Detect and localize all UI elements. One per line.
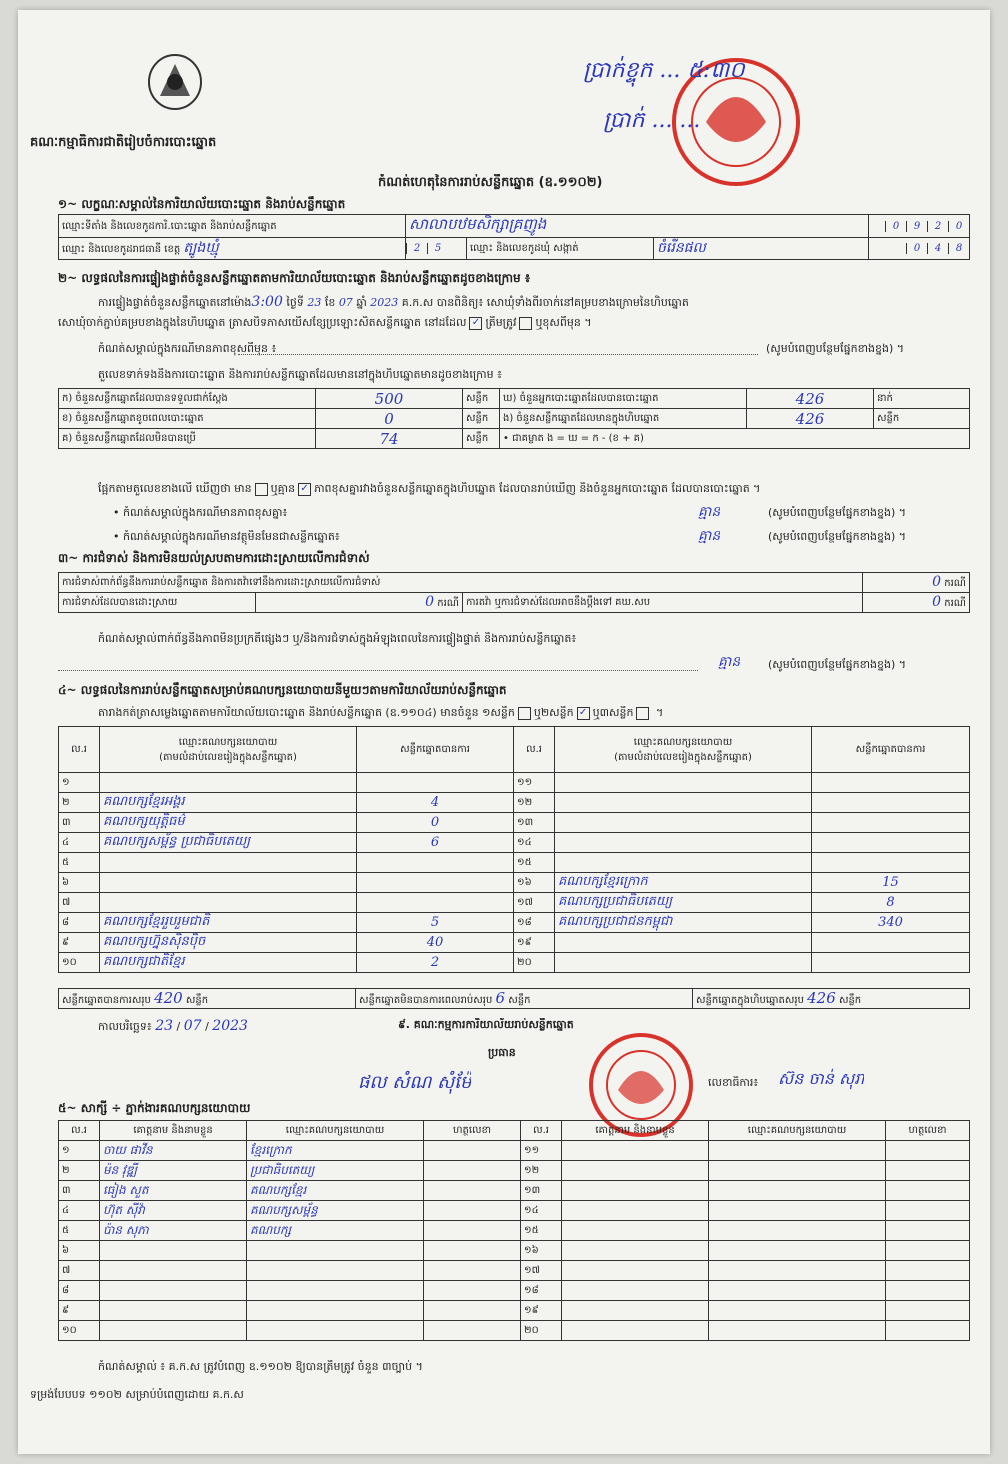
valid-total: សន្លឹកឆ្នោតបានការសរុប 420 សន្លឹក bbox=[59, 989, 356, 1009]
witness-name: ហ៊ុត ស៊ីវ៉ា bbox=[100, 1201, 247, 1221]
party-name bbox=[555, 953, 812, 973]
figures-intro: តួលេខទាក់ទងនឹងការបោះឆ្នោត និងការរាប់សន្លឹកឆ្នោតដែលមាននៅក្នុងហិបឆ្នោតមានដូចខាងក្រោម ៖ bbox=[98, 368, 502, 381]
table-row bbox=[59, 1201, 970, 1221]
witness-number: ៦ bbox=[59, 1241, 100, 1261]
secretary-label: លេខាធិការ៖ bbox=[708, 1076, 759, 1089]
witness-signature bbox=[886, 1201, 970, 1221]
witness-signature bbox=[424, 1201, 521, 1221]
party-votes: 6 bbox=[357, 833, 514, 853]
figures-row: ខ) ចំនួនសន្លឹកឆ្នោតខូចពេលបោះឆ្នោត 0 សន្លឹក ង) ចំនួនសន្លឹកឆ្នោតដែលមានក្នុងហិបឆ្នោត 426 សន្លឹក bbox=[59, 409, 970, 429]
witness-number: ១៣ bbox=[521, 1181, 562, 1201]
party-name bbox=[555, 773, 812, 793]
witness-party bbox=[709, 1161, 886, 1181]
commune-label: ឈ្មោះ និងលេខកូដឃុំ សង្កាត់ bbox=[467, 238, 654, 260]
party-number: ១៩ bbox=[514, 933, 555, 953]
table-row bbox=[59, 933, 970, 953]
witness-name bbox=[562, 1281, 709, 1301]
witness-signature bbox=[424, 1181, 521, 1201]
witness-number: ២០ bbox=[521, 1321, 562, 1341]
correct-checkbox[interactable]: ✓ bbox=[469, 317, 482, 330]
witness-number: ១១ bbox=[521, 1141, 562, 1161]
party-col-header: ឈ្មោះគណបក្សនយោបាយ (តាមលំដាប់លេខរៀងក្នុងសន្លឹកឆ្នោត) bbox=[555, 727, 812, 773]
other-note-value: គ្មាន bbox=[698, 528, 721, 544]
section3-title: ៣~ ការជំទាស់ និងការមិនយល់ស្របតាមការដោះស្រាយលើការជំទាស់ bbox=[58, 551, 370, 565]
witness-name bbox=[100, 1241, 247, 1261]
witness-party bbox=[709, 1181, 886, 1201]
witness-party bbox=[709, 1221, 886, 1241]
witness-number: ៨ bbox=[59, 1281, 100, 1301]
spoiled-count: 0 bbox=[316, 409, 463, 429]
table-row bbox=[59, 893, 970, 913]
seal-line: សោឃុំចាក់ភ្ជាប់គម្របខាងក្នុងនៃហិបឆ្នោត ត្រាសបិទភាសយើសខ្សែប្រឡោះសិតសន្លឹកឆ្នោត នៅដដែល ✓ ត្រឹមត្រូវ ឬខុសពីមុន ។ bbox=[58, 316, 592, 329]
party-votes: 340 bbox=[812, 913, 970, 933]
table-row bbox=[59, 1141, 970, 1161]
table-row bbox=[59, 1281, 970, 1301]
party-votes bbox=[812, 813, 970, 833]
table-row bbox=[59, 853, 970, 873]
two-sheet-checkbox[interactable]: ✓ bbox=[577, 707, 590, 720]
section1-title: ១~ លក្ខណៈសម្គាល់នៃការិយាល័យបោះឆ្នោត និងរាប់សន្លឹកឆ្នោត bbox=[58, 197, 346, 211]
witness-name bbox=[562, 1241, 709, 1261]
appeal-count: 0 ករណី bbox=[863, 593, 970, 613]
witness-signature bbox=[424, 1161, 521, 1181]
figures-row: ក) ចំនួនសន្លឹកឆ្នោតដែលបានទទួលជាក់ស្តែង 500 សន្លឹក ឃ) ចំនួនអ្នកបោះឆ្នោតដែលបានបោះឆ្នោត 426 នាក់ bbox=[59, 389, 970, 409]
witness-name: ម៉ន វុឌ្ឍី bbox=[100, 1161, 247, 1181]
witness-signature bbox=[424, 1261, 521, 1281]
witness-party bbox=[709, 1281, 886, 1301]
commune-value: ចំរើនផល bbox=[654, 238, 869, 260]
party-votes: 4 bbox=[357, 793, 514, 813]
complaints-count: 0 ករណី bbox=[863, 573, 970, 593]
table-row bbox=[59, 813, 970, 833]
witness-signature bbox=[886, 1241, 970, 1261]
witness-number: ១២ bbox=[521, 1161, 562, 1181]
witness-party bbox=[247, 1241, 424, 1261]
witness-name bbox=[562, 1221, 709, 1241]
witness-number: ១៧ bbox=[521, 1261, 562, 1281]
witness-signature bbox=[886, 1261, 970, 1281]
party-votes bbox=[812, 933, 970, 953]
table-row bbox=[59, 1161, 970, 1181]
invalid-total: សន្លឹកឆ្នោតមិនបានការពេលរាប់សរុប 6 សន្លឹក bbox=[356, 989, 693, 1009]
box-total: សន្លឹកឆ្នោតក្នុងហិបឆ្នោតសរុប 426 សន្លឹក bbox=[693, 989, 970, 1009]
section4-title: ៤~ លទ្ធផលនៃការរាប់សន្លឹកឆ្នោតសម្រាប់គណបក្សនយោបាយនីមួយៗតាមការិយាល័យរាប់សន្លឹកឆ្នោត bbox=[58, 683, 507, 697]
resolved-label: ការជំទាស់ដែលបានដោះស្រាយ bbox=[59, 593, 256, 613]
diff-note-value: គ្មាន bbox=[698, 504, 721, 520]
party-votes bbox=[812, 853, 970, 873]
party-votes: 15 bbox=[812, 873, 970, 893]
complaints-label: ការជំទាស់ពាក់ព័ន្ធនឹងការរាប់សន្លឹកឆ្នោត និងការតវ៉ាទៅនឹងការដោះស្រាយលើការជំទាស់ bbox=[59, 573, 863, 593]
party-name bbox=[100, 853, 357, 873]
witness-number: ៩ bbox=[59, 1301, 100, 1321]
party-number: ២ bbox=[59, 793, 100, 813]
witness-party bbox=[709, 1241, 886, 1261]
witness-signature bbox=[424, 1221, 521, 1241]
party-votes bbox=[357, 853, 514, 873]
party-name: គណបក្សជាតិខ្មែរ bbox=[100, 953, 357, 973]
party-votes bbox=[812, 773, 970, 793]
footer-note: កំណត់សម្គាល់ ៖ គ.ក.ស ត្រូវបំពេញ ឧ.១១០២ ឱ្យបានត្រឹមត្រូវ ចំនួន ៣ច្បាប់ ។ bbox=[98, 1360, 423, 1373]
witness-number: ៣ bbox=[59, 1181, 100, 1201]
party-number: ១៧ bbox=[514, 893, 555, 913]
witness-party bbox=[709, 1141, 886, 1161]
incorrect-checkbox[interactable] bbox=[519, 317, 532, 330]
party-number: ១៣ bbox=[514, 813, 555, 833]
province-label: ឈ្មោះ និងលេខកូដរាជធានី ខេត្ត ត្បូងឃ្មុំ bbox=[59, 238, 406, 260]
witness-number: ៧ bbox=[59, 1261, 100, 1281]
party-votes: 2 bbox=[357, 953, 514, 973]
figures-table bbox=[58, 388, 970, 449]
irregularity-line bbox=[58, 658, 698, 671]
witness-name bbox=[562, 1201, 709, 1221]
stamp-note-2: ប្រាក់ ... ... bbox=[603, 108, 701, 133]
witness-name: ចាយ ផាវីន bbox=[100, 1141, 247, 1161]
witness-signature bbox=[886, 1281, 970, 1301]
witness-party: ខ្មែរក្រោក bbox=[247, 1141, 424, 1161]
party-name: គណបក្សខ្មែររួបរួមជាតិ bbox=[100, 913, 357, 933]
table-row bbox=[59, 913, 970, 933]
voters-count: 426 bbox=[747, 389, 874, 409]
totals-table bbox=[58, 988, 970, 1009]
witness-signature bbox=[424, 1301, 521, 1321]
party-name: គណបក្សហ្វ៊ុនស៊ិនប៉ិច bbox=[100, 933, 357, 953]
party-number: ១៥ bbox=[514, 853, 555, 873]
unused-count: 74 bbox=[316, 429, 463, 449]
party-votes bbox=[357, 873, 514, 893]
party-name: គណបក្សប្រជាធិបតេយ្យ bbox=[555, 893, 812, 913]
secretary-signature: ស៊ន ចាន់ សុរា bbox=[778, 1069, 865, 1088]
witness-party bbox=[709, 1261, 886, 1281]
witness-name bbox=[100, 1301, 247, 1321]
resolved-count: 0 ករណី bbox=[256, 593, 463, 613]
party-name bbox=[555, 833, 812, 853]
witness-party: ប្រជាធិបតេយ្យ bbox=[247, 1161, 424, 1181]
complaints-table bbox=[58, 572, 970, 613]
witness-name: ប៉ាន សុភា bbox=[100, 1221, 247, 1241]
tally-sheets-line: តារាងកត់ត្រាសម្លេងឆ្នោតតាមការិយាល័យបោះឆ្នោត និងរាប់សន្លឹកឆ្នោត (ឧ.១១០៤) មានចំនួន ១សន្លឹក ឬ២សន្លឹក ✓ ឬ៣សន្លឹក ។ bbox=[98, 706, 664, 719]
table-row bbox=[59, 1221, 970, 1241]
party-number: ៨ bbox=[59, 913, 100, 933]
ballot-box-count: 426 bbox=[747, 409, 874, 429]
figures-row: គ) ចំនួនសន្លឹកឆ្នោតដែលមិនបានប្រើ 74 សន្លឹក • ជាគម្លាត ង = ឃ = ក - (ខ + គ) bbox=[59, 429, 970, 449]
table-row bbox=[59, 833, 970, 853]
table-row bbox=[59, 1181, 970, 1201]
witness-number: ២ bbox=[59, 1161, 100, 1181]
witness-name bbox=[562, 1161, 709, 1181]
party-number: ៩ bbox=[59, 933, 100, 953]
party-number: ១២ bbox=[514, 793, 555, 813]
witness-party bbox=[709, 1201, 886, 1221]
change-note-line bbox=[238, 342, 758, 355]
party-votes bbox=[812, 793, 970, 813]
party-number: ១៤ bbox=[514, 833, 555, 853]
other-note-hint: (សូមបំពេញបន្ថែមផ្នែកខាងខ្នង) ។ bbox=[768, 530, 907, 543]
irregularity-note: កំណត់សម្គាល់ពាក់ព័ន្ធនឹងភាពមិនប្រក្រតីផ្សេងៗ ឬ/និងការជំទាស់ក្នុងអំឡុងពេលនៃការផ្ទៀងផ្ទាត់ និងការរាប់សន្លឹកឆ្នោត៖ bbox=[98, 632, 577, 645]
table-row bbox=[59, 1261, 970, 1281]
table-row bbox=[59, 793, 970, 813]
place-label: ឈ្មោះទីតាំង និងលេខកូដការិ.បោះឆ្នោត និងរាប់សន្លឹកឆ្នោត bbox=[59, 215, 406, 238]
witness-number: ១៤ bbox=[521, 1201, 562, 1221]
party-votes: 40 bbox=[357, 933, 514, 953]
party-number: ១ bbox=[59, 773, 100, 793]
party-votes bbox=[812, 833, 970, 853]
witness-party bbox=[247, 1281, 424, 1301]
form-footer: ទម្រង់បែបបទ ១១០២ សម្រាប់បំពេញដោយ គ.ក.ស bbox=[30, 1388, 244, 1401]
no-diff-checkbox[interactable]: ✓ bbox=[298, 483, 311, 496]
witness-name bbox=[562, 1321, 709, 1341]
section2-title: ២~ លទ្ធផលនៃការផ្ទៀងផ្ទាត់ចំនួនសន្លឹកឆ្នោតតាមការិយាល័យបោះឆ្នោត និងរាប់សន្លឹកឆ្នោតដូចខាងក្រោម ៖ bbox=[58, 271, 531, 285]
three-sheet-checkbox[interactable] bbox=[636, 707, 649, 720]
form-sheet bbox=[18, 10, 990, 1454]
verification-line: ការផ្ទៀងផ្ទាត់ចំនួនសន្លឹកឆ្នោតនៅម៉ោង3:00 ថ្ងៃទី 23 ខែ 07 ឆ្នាំ 2023 គ.ក.ស បានពិនិត្យ៖ សោឃុំទាំងពីរចាក់នៅគម្របខាងក្រោមនៃហិបឆ្នោត bbox=[98, 294, 689, 310]
party-number: ១០ bbox=[59, 953, 100, 973]
date-line: កាលបរិច្ឆេទ៖ 23 / 07 / 2023 bbox=[98, 1018, 248, 1034]
witness-name: ធៀង សួត bbox=[100, 1181, 247, 1201]
commune-code: 0 4 8 bbox=[869, 238, 970, 260]
party-name bbox=[100, 873, 357, 893]
party-votes bbox=[357, 893, 514, 913]
witness-number: ៥ bbox=[59, 1221, 100, 1241]
party-name: គណបក្សសម្ព័ន្ធ ប្រជាធិបតេយ្យ bbox=[100, 833, 357, 853]
received-count: 500 bbox=[316, 389, 463, 409]
one-sheet-checkbox[interactable] bbox=[518, 707, 531, 720]
form-title: កំណត់ហេតុនៃការរាប់សន្លឹកឆ្នោត (ឧ.១១០២) bbox=[378, 175, 603, 190]
witness-signature bbox=[424, 1141, 521, 1161]
witness-number: ១ bbox=[59, 1141, 100, 1161]
witness-party: គណបក្ស bbox=[247, 1221, 424, 1241]
witness-number: ១៦ bbox=[521, 1241, 562, 1261]
witness-party bbox=[247, 1301, 424, 1321]
section5-title: ៥~ សាក្សី ÷ ភ្នាក់ងារគណបក្សនយោបាយ bbox=[58, 1101, 251, 1115]
party-name: គណបក្សយុត្តិធម៌ bbox=[100, 813, 357, 833]
witness-party: គណបក្សខ្មែរ bbox=[247, 1181, 424, 1201]
party-votes bbox=[357, 773, 514, 793]
witness-name bbox=[100, 1261, 247, 1281]
witness-number: ១០ bbox=[59, 1321, 100, 1341]
party-votes: 0 bbox=[357, 813, 514, 833]
party-number: ១១ bbox=[514, 773, 555, 793]
party-number: ១៨ bbox=[514, 913, 555, 933]
has-diff-checkbox[interactable] bbox=[255, 483, 268, 496]
location-table bbox=[58, 214, 970, 260]
table-row bbox=[59, 1301, 970, 1321]
party-number: ២០ bbox=[514, 953, 555, 973]
diff-note-hint: (សូមបំពេញបន្ថែមផ្នែកខាងខ្នង) ។ bbox=[768, 506, 907, 519]
witness-name bbox=[562, 1181, 709, 1201]
other-note-label: • កំណត់សម្គាល់ក្នុងករណីមានវត្ថុមិនមែនជាសន្លឹកឆ្នោត៖ bbox=[113, 530, 340, 543]
witness-signature bbox=[424, 1321, 521, 1341]
irregularity-hint: (សូមបំពេញបន្ថែមផ្នែកខាងខ្នង) ។ bbox=[768, 658, 907, 671]
witness-party bbox=[247, 1261, 424, 1281]
irregularity-value: គ្មាន bbox=[718, 654, 741, 670]
party-name: គណបក្សខ្មែរអង្គរ bbox=[100, 793, 357, 813]
party-votes: 8 bbox=[812, 893, 970, 913]
witness-signature bbox=[424, 1281, 521, 1301]
party-name bbox=[100, 773, 357, 793]
witness-signature bbox=[886, 1321, 970, 1341]
table-row bbox=[59, 1321, 970, 1341]
witness-signature bbox=[424, 1241, 521, 1261]
table-row bbox=[59, 1241, 970, 1261]
party-number: ៧ bbox=[59, 893, 100, 913]
party-name: គណបក្សប្រជាជនកម្ពុជា bbox=[555, 913, 812, 933]
party-number: ១៦ bbox=[514, 873, 555, 893]
place-code: 0 9 2 0 bbox=[869, 215, 970, 238]
party-name: គណបក្សខ្មែរក្រោក bbox=[555, 873, 812, 893]
party-name bbox=[100, 893, 357, 913]
chair-signature: ផល សំណ សុំម៉ែ bbox=[358, 1072, 472, 1093]
witness-party bbox=[709, 1301, 886, 1321]
appeal-label: ការតវ៉ា ឬការជំទាស់ដែលអាចនឹងប្តឹងទៅ គឃ.សប bbox=[463, 593, 863, 613]
party-name bbox=[555, 853, 812, 873]
witness-name bbox=[562, 1141, 709, 1161]
witness-number: ១៨ bbox=[521, 1281, 562, 1301]
change-note-label: កំណត់សម្គាល់ក្នុងករណីមានភាពខុសពីមុន ៖ bbox=[98, 342, 277, 355]
witness-signature bbox=[886, 1221, 970, 1241]
party-name bbox=[555, 793, 812, 813]
witness-party bbox=[247, 1321, 424, 1341]
party-number: ៦ bbox=[59, 873, 100, 893]
party-number: ៤ bbox=[59, 833, 100, 853]
chair-label: ប្រធាន bbox=[488, 1046, 516, 1059]
party-number: ៥ bbox=[59, 853, 100, 873]
table-row bbox=[59, 953, 970, 973]
witness-party bbox=[709, 1321, 886, 1341]
committee-label: ៩. គណៈកម្មការការិយាល័យរាប់សន្លឹកឆ្នោត bbox=[398, 1018, 574, 1031]
place-value: សាលាបឋមសិក្សាគ្រញូង bbox=[406, 215, 869, 238]
table-row bbox=[59, 773, 970, 793]
party-number: ៣ bbox=[59, 813, 100, 833]
results-table: ល.រ ឈ្មោះគណបក្សនយោបាយ (តាមលំដាប់លេខរៀងក្នុងសន្លឹកឆ្នោត) សន្លឹកឆ្នោតបានការ ល.រ ឈ្មោះគណបក្សនយោបាយ (តាមលំដាប់លេខរៀងក្នុងសន្លឹកឆ្នោត) សន្លឹកឆ្នោតបានការ ១ ១១ ២ គណបក្សខ្មែរអង្គរ 4 ១២ ៣ គណបក្សយុត្តិធម៌ 0 ១៣ ៤ គណបក្សសម្ព័ន្ធ ប្រជាធិបតេយ្យ 6 ១៤ ៥ ១៥ ៦ ១៦ គណបក្សខ្មែរក្រោក 15 ៧ ១៧ គណបក្សប្រជាធិបតេយ្យ 8 ៨ គណបក្សខ្មែររួបរួមជាតិ 5 ១៨ គណបក្សប្រជាជនកម្ពុជា 340 ៩ គណបក្សហ្វ៊ុនស៊ិនប៉ិច 40 ១៩ ១០ គណបក្សជាតិខ្មែរ 2 ២០ bbox=[58, 726, 970, 973]
party-name bbox=[555, 933, 812, 953]
witness-number: ១៥ bbox=[521, 1221, 562, 1241]
stamp-note-1: ប្រាក់ខ្ទុក ... ៥:៣០ bbox=[583, 58, 745, 83]
witness-number: ៤ bbox=[59, 1201, 100, 1221]
witness-signature bbox=[886, 1161, 970, 1181]
table-row bbox=[59, 873, 970, 893]
change-note-hint: (សូមបំពេញបន្ថែមផ្នែកខាងខ្នង) ។ bbox=[766, 342, 905, 355]
party-votes: 5 bbox=[357, 913, 514, 933]
compare-line: ផ្អែកតាមតួលេខខាងលើ ឃើញថា មាន ឬគ្មាន ✓ ភាពខុសគ្នារវាងចំនួនសន្លឹកឆ្នោតក្នុងហិបឆ្នោត ដែលបានរាប់ឃើញ និងចំនួនអ្នកបោះឆ្នោត ដែលបានបោះឆ្នោត ។ bbox=[98, 482, 761, 495]
national-emblem-icon bbox=[146, 52, 204, 114]
party-name bbox=[555, 813, 812, 833]
witness-name bbox=[100, 1321, 247, 1341]
witness-signature bbox=[886, 1301, 970, 1321]
witness-name bbox=[100, 1281, 247, 1301]
org-name: គណៈកម្មាធិការជាតិរៀបចំការបោះឆ្នោត bbox=[30, 135, 217, 150]
witness-name bbox=[562, 1301, 709, 1321]
witness-name bbox=[562, 1261, 709, 1281]
witness-party: គណបក្សសម្ព័ន្ធ bbox=[247, 1201, 424, 1221]
witness-signature bbox=[886, 1181, 970, 1201]
witness-table: ល.រ គោត្តនាម និងនាមខ្លួន ឈ្មោះគណបក្សនយោបាយ ហត្ថលេខា ល.រ គោត្តនាម និងនាមខ្លួន ឈ្មោះគណបក្សនយោបាយ ហត្ថលេខា ១ ចាយ ផាវីន ខ្មែរក្រោក ១១ ២ ម៉ន វុឌ្ឍី ប្រជាធិបតេយ្យ ១២ ៣ ធៀង សួត គណបក្សខ្មែរ ១៣ ៤ ហ៊ុត ស៊ីវ៉ា គណបក្សសម្ព័ន្ធ ១៤ ៥ ប៉ាន សុភា គណបក្ស ១៥ ៦ ១៦ ៧ ១៧ ៨ ១៨ ៩ ១៩ ១០ ២០ bbox=[58, 1120, 970, 1341]
party-votes bbox=[812, 953, 970, 973]
province-code: 2 5 bbox=[406, 238, 467, 260]
witness-signature bbox=[886, 1141, 970, 1161]
party-col-header: ឈ្មោះគណបក្សនយោបាយ (តាមលំដាប់លេខរៀងក្នុងសន្លឹកឆ្នោត) bbox=[100, 727, 357, 773]
witness-number: ១៩ bbox=[521, 1301, 562, 1321]
diff-note-label: • កំណត់សម្គាល់ក្នុងករណីមានភាពខុសគ្នា៖ bbox=[113, 506, 288, 519]
